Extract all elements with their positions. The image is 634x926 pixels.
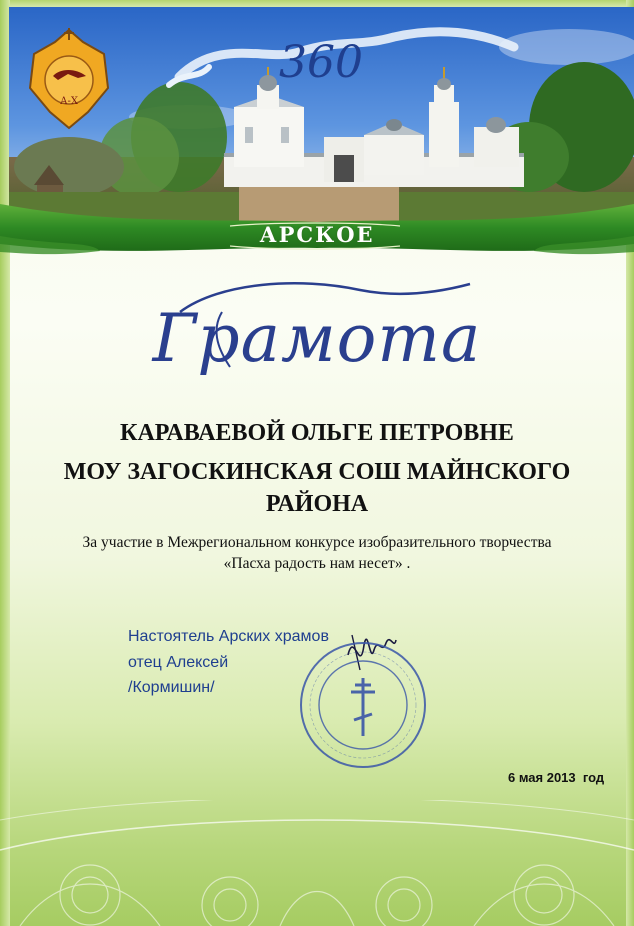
signatory-name: отец Алексей bbox=[128, 654, 229, 671]
reason-line2: «Пасха радость нам несет» . bbox=[223, 555, 411, 572]
signatory-surname: /Кормишин/ bbox=[128, 679, 215, 696]
bottom-ornament bbox=[0, 800, 634, 926]
ribbon-label: АРСКОЕ bbox=[259, 222, 375, 247]
official-stamp bbox=[298, 640, 428, 770]
crest-logo bbox=[28, 28, 110, 132]
recipient-org-line2: РАЙОНА bbox=[265, 491, 369, 517]
signatory-title: Настоятель Арских храмов bbox=[128, 628, 329, 645]
certificate-title: Грамота bbox=[152, 300, 482, 377]
recipient-org-line1: МОУ ЗАГОСКИНСКАЯ СОШ МАЙНСКОГО bbox=[63, 459, 571, 485]
issue-date: 6 мая 2013 год bbox=[508, 770, 605, 785]
reason-line1: За участие в Межрегиональном конкурсе изобразительного творчества bbox=[82, 534, 552, 551]
svg-text:А-Х: А-Х bbox=[59, 96, 79, 107]
anniversary-number: 360 bbox=[279, 37, 363, 88]
recipient-name: КАРАВАЕВОЙ ОЛЬГЕ ПЕТРОВНЕ bbox=[120, 420, 514, 446]
